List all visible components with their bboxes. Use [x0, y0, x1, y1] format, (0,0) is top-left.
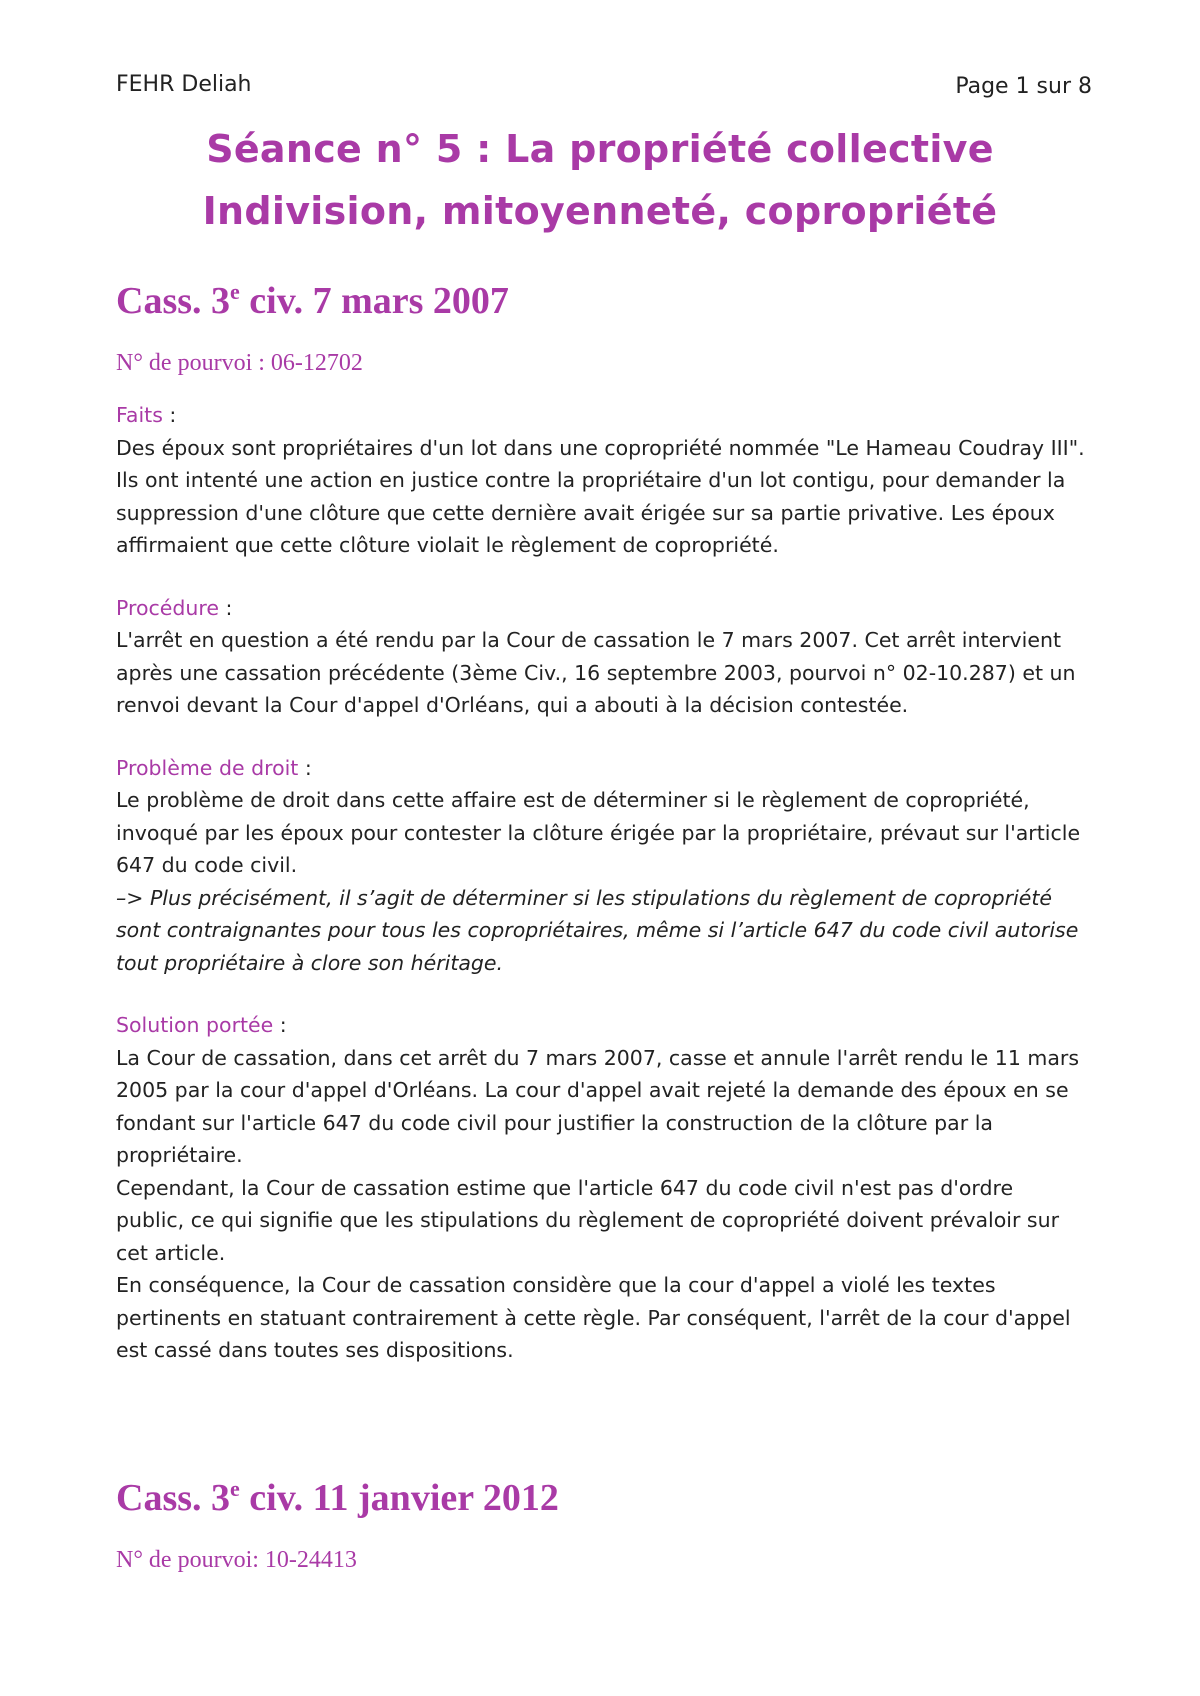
solution-paragraph-1: La Cour de cassation, dans cet arrêt du 7 mars 2007, casse et annule l'arrêt rendu le 11 mars 2005 par la cour d'appel d'Orléans. La cour d'appel avait rejeté la demande des époux en se fondant sur l'article 647 du code civil pour justifier la construction de la clôture par la propriétaire.: [116, 1045, 1080, 1167]
procedure-label: Procédure: [116, 595, 220, 620]
case-2-title: [116, 1465, 1086, 1522]
case-1-title-prefix: Cass. 3: [116, 280, 231, 322]
title-line-1: Séance n° 5 : La propriété collective: [206, 127, 994, 171]
faits-heading: [116, 399, 1086, 432]
solution-paragraph-3: En conséquence, la Cour de cassation considère que la cour d'appel a violé les textes pertinents en statuant contrairement à cette règle. Par conséquent, l'arrêt de la cour d'appel est cassé dans toutes ses dispositions.: [116, 1273, 1071, 1362]
probleme-heading: [116, 752, 1086, 785]
probleme-precision: –> Plus précisément, il s’agit de déterminer si les stipulations du règlement de copropriété sont contraignantes pour tous les copropriétaires, même si l’article 647 du code civil autorise tout propriétaire à clore son héritage.: [116, 885, 1079, 975]
page-header: [116, 72, 1092, 102]
case-1-title-sup: e: [230, 279, 240, 304]
faits-colon: :: [162, 403, 177, 427]
case-1-section: [116, 268, 1086, 1367]
solution-label: Solution portée: [116, 1013, 274, 1037]
case-2-title-sup: e: [230, 1476, 240, 1501]
probleme-label: Problème de droit: [116, 755, 299, 780]
author-name: FEHR Deliah: [116, 72, 252, 97]
procedure-heading: [116, 592, 1086, 625]
case-2-title-prefix: Cass. 3: [116, 1477, 231, 1519]
solution-colon: :: [273, 1013, 287, 1037]
solution-heading: [116, 1009, 1086, 1042]
page-number: Page 1 sur 8: [955, 74, 1092, 99]
faits-text: Des époux sont propriétaires d'un lot dans une copropriété nommée "Le Hameau Coudray III". Ils ont intenté une action en justice contre la propriétaire d'un lot contigu, pour demander la suppression d'une clôture que cette dernière avait érigée sur sa partie privative. Les époux affirmaient que cette clôture violait le règlement de copropriété.: [116, 435, 1085, 557]
case-2-title-suffix: civ. 11 janvier 2012: [239, 1477, 559, 1519]
procedure-colon: :: [219, 595, 233, 620]
faits-label: Faits: [116, 403, 163, 427]
procedure-text: L'arrêt en question a été rendu par la Cour de cassation le 7 mars 2007. Cet arrêt intervient après une cassation précédente (3ème Civ., 16 septembre 2003, pourvoi n° 02-10.287) et un renvoi devant la Cour d'appel d'Orléans, qui a abouti à la décision contestée.: [116, 628, 1076, 717]
document-title: [0, 118, 1200, 242]
case-1-pourvoi: N° de pourvoi : 06-12702: [116, 350, 363, 376]
case-1-title: [116, 268, 1086, 325]
case-1-title-suffix: civ. 7 mars 2007: [239, 280, 509, 322]
probleme-colon: :: [298, 755, 312, 780]
case-2-section: [116, 1465, 1086, 1576]
solution-paragraph-2: Cependant, la Cour de cassation estime que l'article 647 du code civil n'est pas d'ordre public, ce qui signifie que les stipulations du règlement de copropriété doivent prévaloir sur cet article.: [116, 1175, 1060, 1265]
probleme-text: Le problème de droit dans cette affaire est de déterminer si le règlement de copropriété, invoqué par les époux pour contester la clôture érigée par la propriétaire, prévaut sur l'article 647 du code civil.: [116, 788, 1081, 877]
case-2-pourvoi: N° de pourvoi: 10-24413: [116, 1547, 357, 1573]
title-line-2: Indivision, mitoyenneté, copropriété: [202, 189, 998, 233]
